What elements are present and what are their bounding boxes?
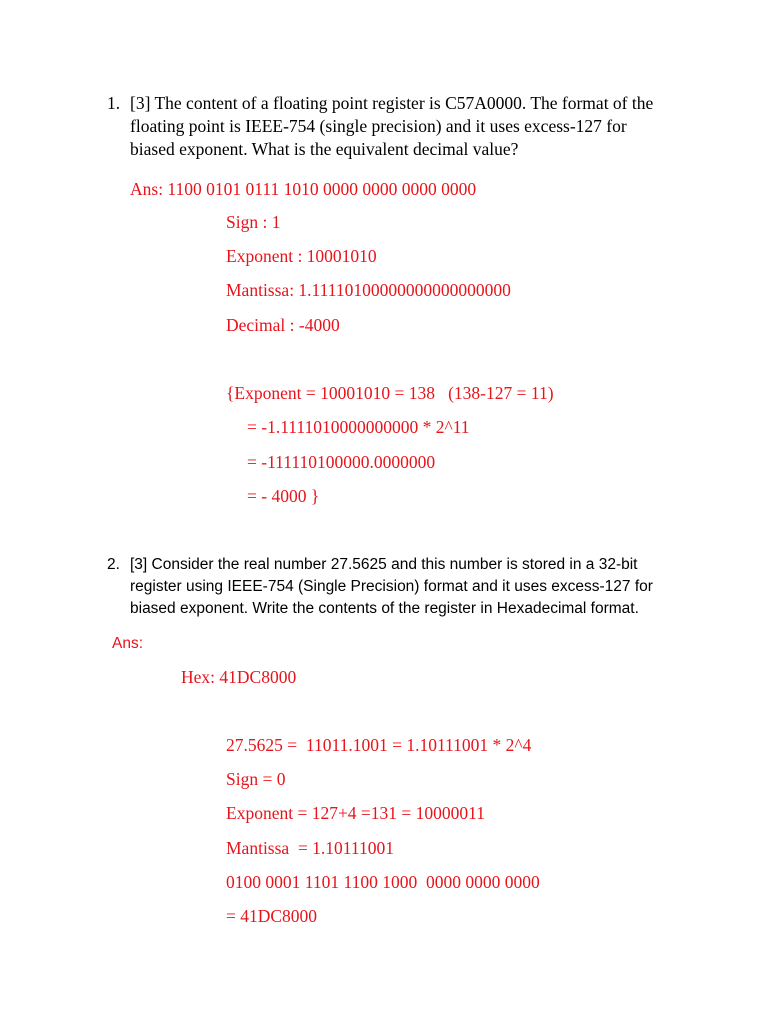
q2-text-line-2: register using IEEE-754 (Single Precision) format and it uses excess-127 for [130,578,653,595]
q2-work-line-2: Sign = 0 [226,769,286,789]
q1-number: 1. [107,93,121,113]
q1-text-line-3: biased exponent. What is the equivalent decimal value? [130,139,519,159]
q2-work-line-1: 27.5625 = 11011.1001 = 1.10111001 * 2^4 [226,735,532,755]
q2-work-line-4: Mantissa = 1.10111001 [226,838,395,858]
q2-text-line-3: biased exponent. Write the contents of the register in Hexadecimal format. [130,600,639,617]
q1-work-line-2: = -1.1111010000000000 * 2^11 [247,417,470,437]
q2-hex: Hex: 41DC8000 [181,667,297,687]
q2-work-line-6: = 41DC8000 [226,906,318,926]
q1-work-line-1: {Exponent = 10001010 = 138 (138-127 = 11) [226,383,554,403]
q1-sign: Sign : 1 [226,212,281,232]
q1-answer: Ans: 1100 0101 0111 1010 0000 0000 0000 0000 [130,179,477,199]
q2-work-line-5: 0100 0001 1101 1100 1000 0000 0000 0000 [226,872,540,892]
q1-text-line-1: [3] The content of a floating point register is C57A0000. The format of the [130,93,654,113]
q2-number: 2. [107,556,120,573]
q1-decimal: Decimal : -4000 [226,315,340,335]
q2-text-line-1: [3] Consider the real number 27.5625 and this number is stored in a 32-bit [130,556,638,573]
q2-answer-label: Ans: [112,635,144,652]
q1-exponent: Exponent : 10001010 [226,246,377,266]
q1-work-line-3: = -111110100000.0000000 [247,452,436,472]
q1-text-line-2: floating point is IEEE-754 (single precision) and it uses excess-127 for [130,116,627,136]
q1-mantissa: Mantissa: 1.11110100000000000000000 [226,280,511,300]
q2-work-line-3: Exponent = 127+4 =131 = 10000011 [226,803,486,823]
q1-work-line-4: = - 4000 } [247,486,320,506]
